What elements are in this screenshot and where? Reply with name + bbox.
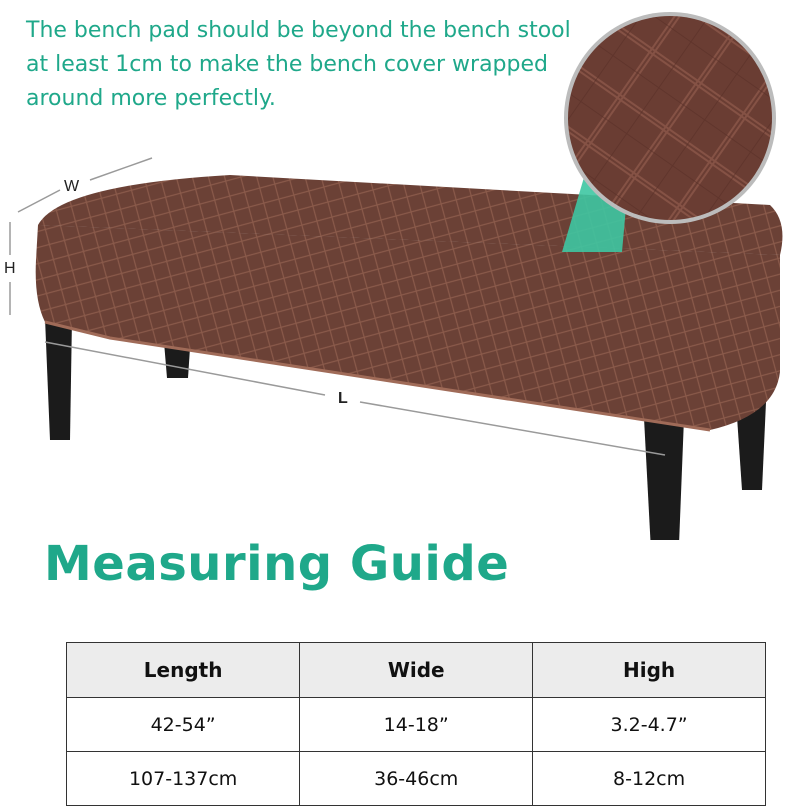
- length-label: L: [338, 390, 348, 407]
- header-high: High: [533, 643, 766, 698]
- cell-length-cm: 107-137cm: [67, 752, 300, 806]
- cell-length-inch: 42-54”: [67, 698, 300, 752]
- width-label: W: [64, 178, 80, 195]
- table-row: [67, 752, 766, 806]
- header-wide: Wide: [300, 643, 533, 698]
- height-label: H: [4, 260, 16, 277]
- cell-wide-inch: 14-18”: [300, 698, 533, 752]
- cell-high-cm: 8-12cm: [533, 752, 766, 806]
- size-table: [66, 642, 766, 806]
- table-row: [67, 698, 766, 752]
- note-line-3: around more perfectly.: [26, 86, 276, 111]
- note-line-1: The bench pad should be beyond the bench stool: [26, 18, 571, 43]
- cell-high-inch: 3.2-4.7”: [533, 698, 766, 752]
- note-line-2: at least 1cm to make the bench cover wrapped: [26, 52, 548, 77]
- table-header-row: [67, 643, 766, 698]
- header-length: Length: [67, 643, 300, 698]
- measuring-guide-title: Measuring Guide: [44, 536, 510, 592]
- cell-wide-cm: 36-46cm: [300, 752, 533, 806]
